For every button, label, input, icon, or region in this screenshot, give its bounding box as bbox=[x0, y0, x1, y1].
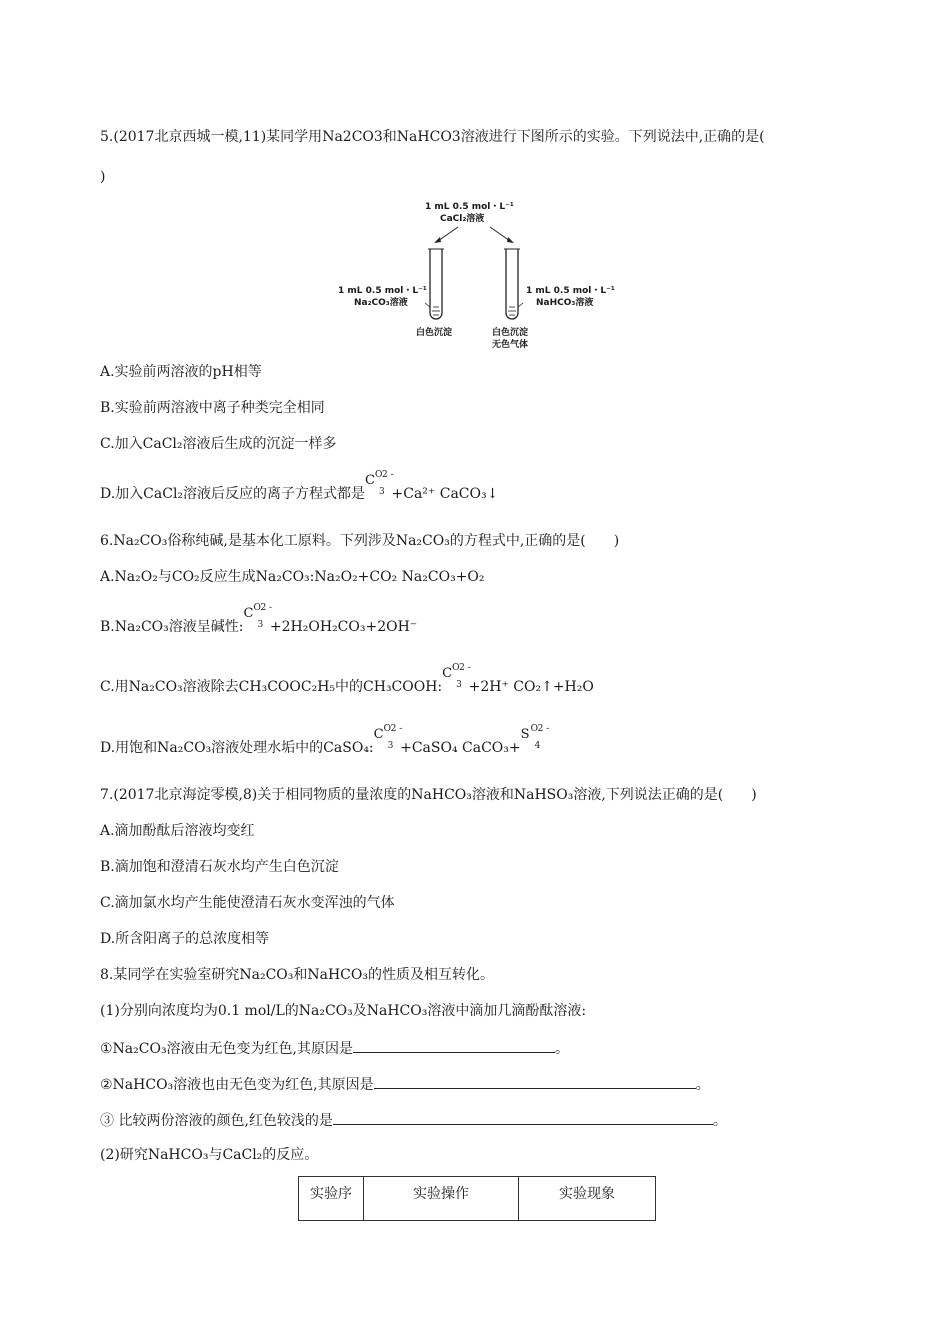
diagram-right-result-1: 白色沉淀 bbox=[492, 328, 529, 338]
carbonate-ion: C O 2 - 3 bbox=[442, 663, 471, 690]
diagram-graphic bbox=[330, 195, 620, 355]
diagram-left-result: 白色沉淀 bbox=[416, 328, 453, 338]
carbonate-ion: C O 2 - 3 bbox=[243, 603, 273, 630]
diagram-right-result-2: 无色气体 bbox=[492, 340, 529, 350]
arrowhead-right bbox=[507, 237, 514, 243]
q5-option-b: B.实验前两溶液中离子种类完全相同 bbox=[100, 400, 325, 416]
q7-option-a: A.滴加酚酞后溶液均变红 bbox=[100, 823, 255, 839]
q7-stem: 7.(2017北京海淀零模,8)关于相同物质的量浓度的NaHCO₃溶液和NaHSO₃溶液,下列说法正确的是( ) bbox=[100, 787, 757, 803]
diagram-left-label-1: 1 mL 0.5 mol・L⁻¹ bbox=[338, 286, 427, 296]
q8-part1: (1)分别向浓度均为0.1 mol/L的Na₂CO₃及NaHCO₃溶液中滴加几滴酚酞溶液: bbox=[100, 1003, 587, 1019]
table-header-seq: 实验序 bbox=[299, 1177, 364, 1221]
diagram-right-label-2: NaHCO₃溶液 bbox=[536, 298, 594, 308]
answer-blank-2[interactable] bbox=[374, 1074, 696, 1089]
left-test-tube bbox=[430, 249, 442, 319]
carbonate-ion: C O 2 - 3 bbox=[373, 724, 403, 751]
q5-stem: 5.(2017北京西城一模,11)某同学用Na2CO3和NaHCO3溶液进行下图所示的实验。下列说法中,正确的是( bbox=[100, 129, 765, 145]
experiment-table bbox=[298, 1176, 656, 1221]
q8-part1-item2: ②NaHCO₃溶液也由无色变为红色,其原因是 。 bbox=[100, 1074, 710, 1094]
q6-option-c: C.用Na₂CO₃溶液除去CH₃COOC₂H₅中的CH₃COOH: C O 2 - 3 +2H⁺ CO₂↑+H₂O bbox=[100, 663, 594, 695]
q6-option-a: A.Na₂O₂与CO₂反应生成Na₂CO₃:Na₂O₂+CO₂ Na₂CO₃+O₂ bbox=[100, 569, 485, 585]
diagram-left-label-2: Na₂CO₃溶液 bbox=[354, 298, 408, 308]
right-test-tube bbox=[506, 249, 518, 319]
carbonate-ion: C O 2 - 3 bbox=[365, 470, 394, 497]
arrow-left bbox=[438, 227, 458, 241]
sulfate-ion: S O 2 - 4 bbox=[520, 724, 550, 751]
arrow-right bbox=[490, 227, 510, 241]
q5-option-c: C.加入CaCl₂溶液后生成的沉淀一样多 bbox=[100, 436, 337, 452]
test-tube-diagram bbox=[330, 195, 620, 355]
q8-part1-item1: ①Na₂CO₃溶液由无色变为红色,其原因是 。 bbox=[100, 1038, 569, 1058]
q7-option-d: D.所含阳离子的总浓度相等 bbox=[100, 931, 270, 947]
q6-stem: 6.Na₂CO₃俗称纯碱,是基本化工原料。下列涉及Na₂CO₃的方程式中,正确的是( ) bbox=[100, 533, 620, 549]
q8-part1-item3: ③ 比较两份溶液的颜色,红色较浅的是 。 bbox=[100, 1110, 727, 1130]
q8-stem: 8.某同学在实验室研究Na₂CO₃和NaHCO₃的性质及相互转化。 bbox=[100, 967, 494, 983]
q6-option-b: B.Na₂CO₃溶液呈碱性: C O 2 - 3 +2H₂OH₂CO₃+2OH⁻ bbox=[100, 603, 418, 635]
table-header-phenomenon: 实验现象 bbox=[519, 1177, 656, 1221]
q5-option-a: A.实验前两溶液的pH相等 bbox=[100, 364, 262, 380]
q5-option-d: D.加入CaCl₂溶液后反应的离子方程式都是 C O 2 - 3 +Ca²⁺ CaCO₃↓ bbox=[100, 470, 499, 502]
diagram-top-label-2: CaCl₂溶液 bbox=[440, 214, 485, 224]
q7-option-c: C.滴加氯水均产生能使澄清石灰水变浑浊的气体 bbox=[100, 895, 395, 911]
diagram-right-label-1: 1 mL 0.5 mol・L⁻¹ bbox=[526, 286, 615, 296]
q7-option-b: B.滴加饱和澄清石灰水均产生白色沉淀 bbox=[100, 859, 339, 875]
q5-stem-close: ) bbox=[100, 169, 106, 185]
diagram-top-label-1: 1 mL 0.5 mol・L⁻¹ bbox=[425, 202, 514, 212]
answer-blank-3[interactable] bbox=[333, 1110, 713, 1125]
answer-blank-1[interactable] bbox=[353, 1038, 555, 1053]
table-header-operation: 实验操作 bbox=[364, 1177, 519, 1221]
q8-part2: (2)研究NaHCO₃与CaCl₂的反应。 bbox=[100, 1147, 319, 1163]
q6-option-d: D.用饱和Na₂CO₃溶液处理水垢中的CaSO₄: C O 2 - 3 +CaSO₄ CaCO₃+ S O 2 - 4 bbox=[100, 724, 550, 756]
arrowhead-left bbox=[434, 237, 441, 243]
